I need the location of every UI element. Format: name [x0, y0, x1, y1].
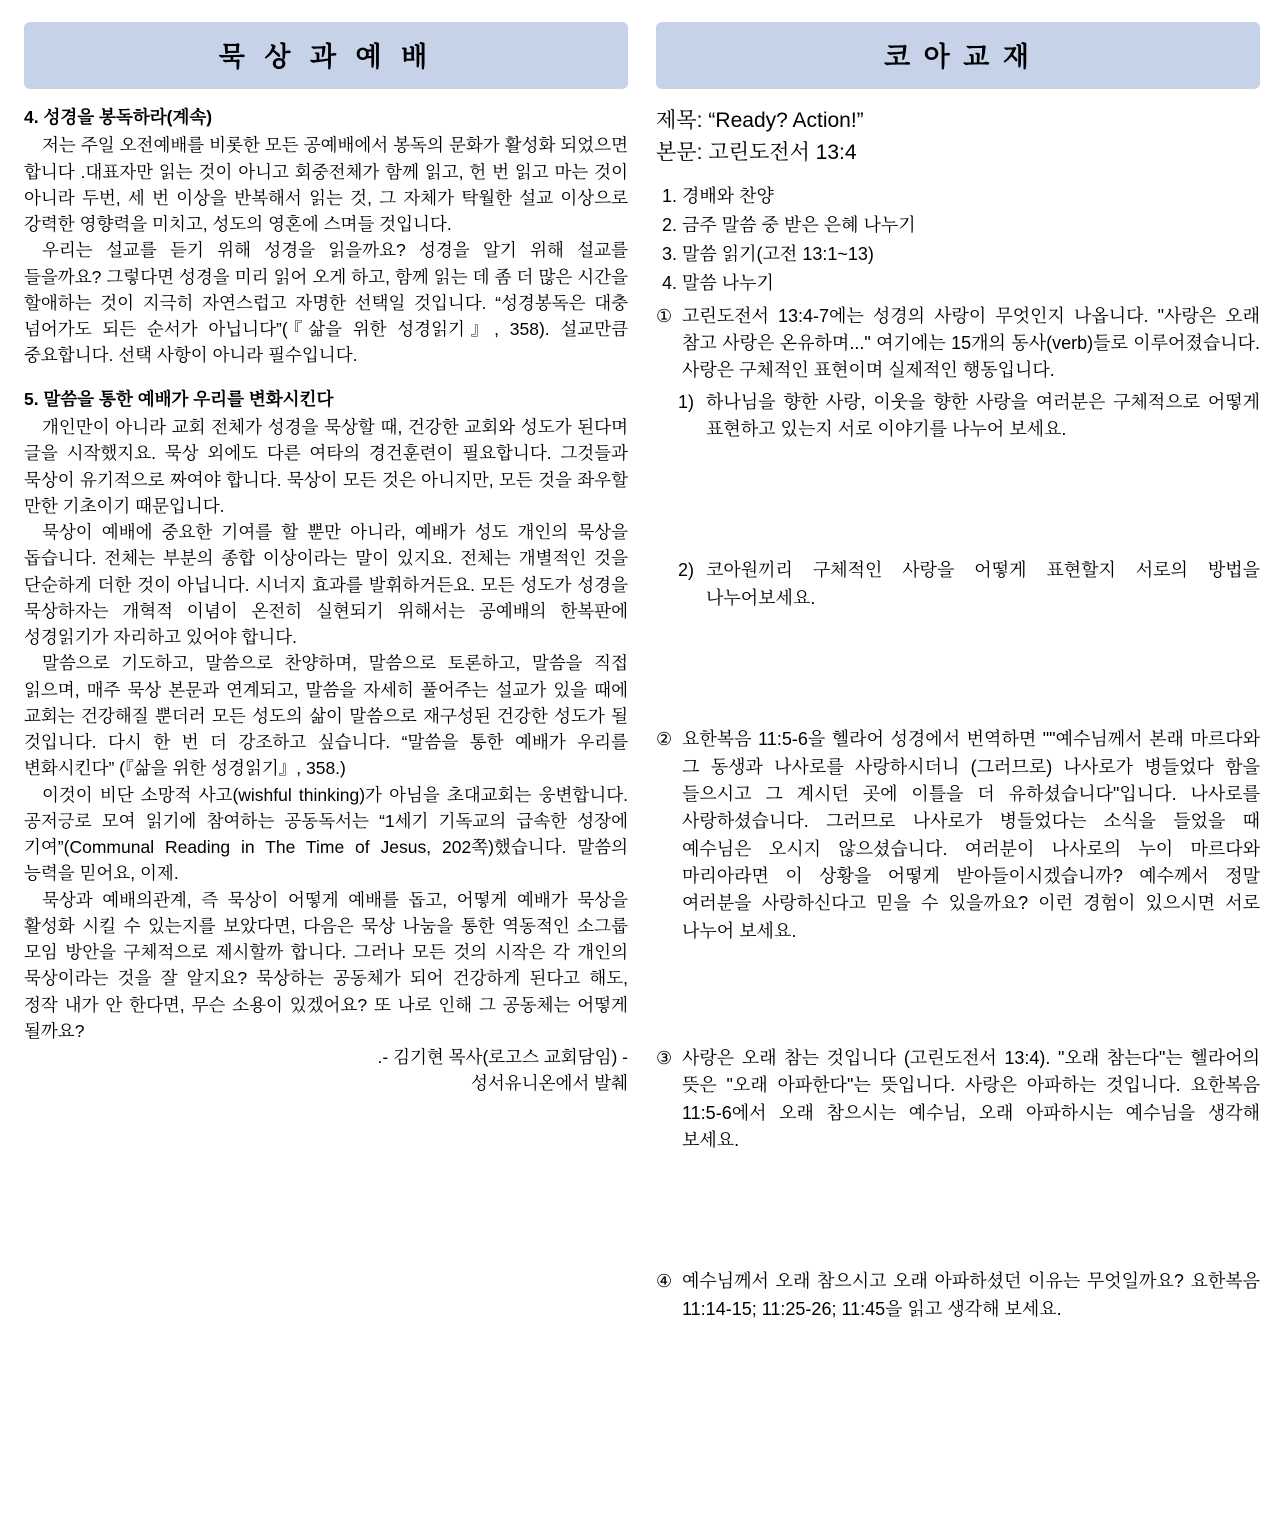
answer-space	[656, 443, 1260, 553]
lesson-title-line	[656, 105, 1260, 137]
list-item: 4. 말씀 나누기	[682, 269, 1260, 298]
list-item: 1. 경배와 찬양	[682, 182, 1260, 211]
left-signature-author: .- 김기현 목사(로고스 교회담임) -	[377, 1047, 628, 1067]
left-section-header: 묵 상 과 예 배	[24, 22, 628, 89]
item-marker: ①	[656, 305, 673, 326]
spacer	[24, 369, 628, 387]
left-paragraph: 묵상과 예배의관계, 즉 묵상이 어떻게 예배를 돕고, 어떻게 예배가 묵상을 활성화 시킬 수 있는지를 보았다면, 다음은 묵상 나눔을 통한 역동적인 소그룹 모임 방안을 구체적으로 제시할까 합니다. 그러나 모든 것의 시작은 각 개인의 묵상이라는 것을 잘 알지요? 묵상하는 공동체가 되어 건강하게 된다고 해도, 정작 내가 안 한다면, 무슨 소용이 있겠어요? 또 나로 인해 그 공동체는 어떻게 될까요?	[24, 889, 628, 1041]
lesson-title-value: “Ready? Action!”	[708, 109, 864, 132]
item-marker: ②	[656, 729, 673, 750]
question-item-4	[656, 1268, 1260, 1323]
subitem-text: 하나님을 향한 사랑, 이웃을 향한 사랑을 여러분은 구체적으로 어떻게 표현하고 있는지 서로 이야기를 나누어 보세요.	[706, 391, 1260, 440]
lesson-title-label: 제목:	[656, 109, 703, 132]
list-item: 3. 말씀 읽기(고전 13:1~13)	[682, 240, 1260, 269]
list-item: 2. 금주 말씀 중 받은 은혜 나누기	[682, 211, 1260, 240]
left-paragraph: 우리는 설교를 듣기 위해 성경을 읽을까요? 성경을 알기 위해 설교를 들을까요? 그렇다면 성경을 미리 읽어 오게 하고, 함께 읽는 데 좀 더 많은 시간을 할애하는 것이 지극히 자연스럽고 자명한 선택일 것입니다. “성경봉독은 대충 넘어가도 되든 순서가 아닙니다”(『삶을 위한 성경읽기』, 358). 설교만큼 중요합니다. 선택 사항이 아니라 필수입니다.	[24, 240, 628, 366]
right-section-header: 코 아 교 재	[656, 22, 1260, 89]
right-column	[656, 22, 1260, 1535]
question-subitem-1-1	[656, 389, 1260, 444]
item-marker: ④	[656, 1271, 673, 1292]
lesson-steps-list	[656, 182, 1260, 299]
left-paragraph: 저는 주일 오전예배를 비롯한 모든 공예배에서 봉독의 문화가 활성화 되었으면 합니다 .대표자만 읽는 것이 아니고 회중전체가 함께 읽고, 헌 번 읽고 마는 것이 아니라 두번, 세 번 이상을 반복해서 읽는 것, 그 자체가 탁월한 설교 이상으로 강력한 영향력을 미치고, 성도의 영혼에 스며들 것입니다.	[24, 135, 628, 235]
left-paragraph: 말씀으로 기도하고, 말씀으로 찬양하며, 말씀으로 토론하고, 말씀을 직접 읽으며, 매주 묵상 본문과 연계되고, 말씀을 자세히 풀어주는 설교가 있을 때에 교회는 건강해질 뿐더러 모든 성도의 삶이 말씀으로 재구성된 건강한 성도가 될 것입니다. 다시 한 번 더 강조하고 싶습니다. “말씀을 통한 예배가 우리를 변화시킨다” (『삶을 위한 성경읽기』, 358.)	[24, 653, 629, 779]
left-signature-source: 성서유니온에서 발췌	[470, 1073, 628, 1094]
item-text: 예수님께서 오래 참으시고 오래 아파하셨던 이유는 무엇일까요? 요한복음 11:14-15; 11:25-26; 11:45을 읽고 생각해 보세요.	[682, 1271, 1260, 1319]
left-heading-4: 4. 성경을 봉독하라(계속)	[24, 107, 213, 127]
question-item-2	[656, 726, 1260, 945]
question-item-1	[656, 303, 1260, 385]
question-item-3	[656, 1045, 1260, 1154]
left-column	[24, 22, 628, 1535]
answer-space	[656, 1154, 1260, 1264]
lesson-text-value: 고린도전서 13:4	[708, 140, 857, 164]
left-paragraph: 묵상이 예배에 중요한 기여를 할 뿐만 아니라, 예배가 성도 개인의 묵상을 돕습니다. 전체는 부분의 종합 이상이라는 말이 있지요. 전체는 개별적인 것을 단순하게 더한 것이 아닙니다. 시너지 효과를 발휘하거든요. 모든 성도가 성경을 묵상하자는 개혁적 이념이 온전히 실현되기 위해서는 공예배의 한복판에 성경읽기가 자리하고 있어야 합니다.	[24, 522, 628, 647]
subitem-marker: 2)	[678, 560, 695, 581]
item-marker: ③	[656, 1048, 673, 1069]
left-paragraph: 개인만이 아니라 교회 전체가 성경을 묵상할 때, 건강한 교회와 성도가 된다며 글을 시작했지요. 묵상 외에도 다른 여타의 경건훈련이 필요합니다. 그것들과 묵상이 유기적으로 짜여야 합니다. 묵상이 모든 것은 아니지만, 모든 것을 좌우할 만한 기초이기 때문입니다.	[24, 417, 628, 516]
question-subitem-1-2	[656, 557, 1260, 612]
subitem-text: 코아원끼리 구체적인 사랑을 어떻게 표현할지 서로의 방법을 나누어보세요.	[706, 560, 1260, 608]
lesson-text-label: 본문:	[656, 140, 703, 164]
item-text: 요한복음 11:5-6을 헬라어 성경에서 번역하면 ""예수님께서 본래 마르다와 그 동생과 나사로를 사랑하시더니 (그러므로) 나사로가 병들었다 함을 들으시고 그 계시던 곳에 이틀을 더 유하셨습니다"입니다. 나사로를 사랑하셨습니다. 그러므로 나사로가 병들었다는 소식을 들었을 때 예수님은 오시지 않으셨습니다. 여러분이 나사로의 누이 마르다와 마리아라면 이 상황을 어떻게 받아들이시겠습니까? 예수께서 정말 여러분을 사랑하신다고 믿을 수 있을까요? 이런 경험이 있으시면 서로 나누어 보세요.	[682, 729, 1260, 941]
answer-space	[656, 612, 1260, 722]
item-text: 고린도전서 13:4-7에는 성경의 사랑이 무엇인지 나옵니다. "사랑은 오래 참고 사랑은 온유하며..." 여기에는 15개의 동사(verb)들로 이루어졌습니다. 사랑은 구체적인 표현이며 실제적인 행동입니다.	[682, 305, 1260, 381]
left-heading-5: 5. 말씀을 통한 예배가 우리를 변화시킨다	[24, 388, 334, 409]
answer-space	[656, 945, 1260, 1041]
subitem-marker: 1)	[678, 391, 695, 412]
lesson-text-line	[656, 137, 1260, 169]
item-text: 사랑은 오래 참는 것입니다 (고린도전서 13:4). "오래 참는다"는 헬라어의 뜻은 "오래 아파한다"는 뜻입니다. 사랑은 아파하는 것입니다. 요한복음 11:5-6에서 오래 참으시는 예수님, 오래 아파하시는 예수님을 생각해 보세요.	[682, 1048, 1260, 1151]
left-paragraph: 이것이 비단 소망적 사고(wishful thinking)가 아님을 초대교회는 웅변합니다. 공저긍로 모여 읽기에 참여하는 공동독서는 “1세기 기독교의 급속한 성장에 기여”(Communal Reading in The Time of Jesus, 202쪽)했습니다. 말씀의 능력을 믿어요, 이제.	[24, 784, 628, 884]
